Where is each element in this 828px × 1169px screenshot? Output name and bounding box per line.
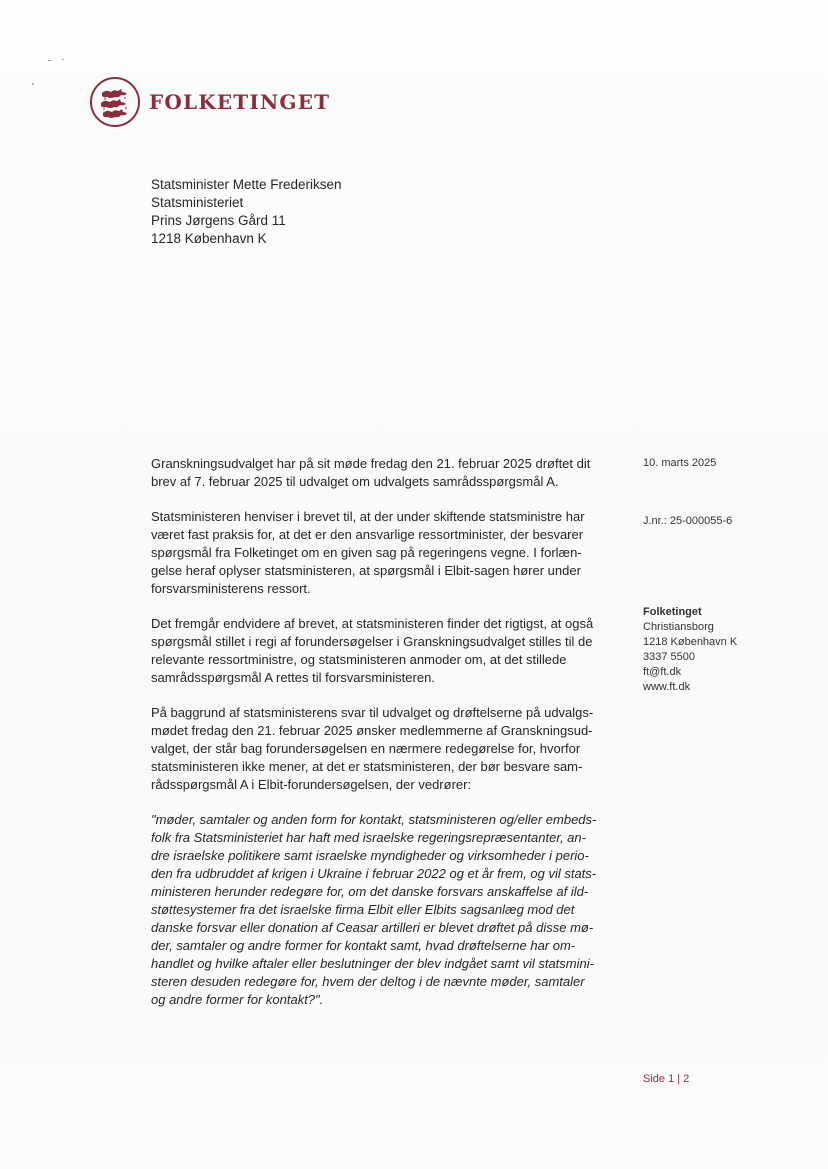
text-line: gelse heraf oplyser statsministeren, at spørgsmål i Elbit-sagen hører under xyxy=(151,563,581,578)
journal-text: J.nr.: 25-000055-6 xyxy=(643,515,733,527)
text-line: Statsministeren henviser i brevet til, at der under skiftende statsministre har xyxy=(151,509,585,524)
recipient-address xyxy=(151,176,342,248)
letter-body xyxy=(151,455,621,1026)
quote-line: ministeren herunder redegøre for, om det danske forsvars anskaffelse af ild- xyxy=(151,884,589,899)
recipient-name: Statsminister Mette Frederiksen xyxy=(151,177,342,192)
text-line: rådsspørgsmål A i Elbit-forundersøgelsen, der vedrører: xyxy=(151,777,472,792)
quote-line: og andre former for kontakt?". xyxy=(151,992,324,1007)
quote-line: handlet og hvilke aftaler eller beslutninger der blev indgået samt vil statsmini- xyxy=(151,956,594,971)
contact-email: ft@ft.dk xyxy=(643,666,682,678)
recipient-city: 1218 København K xyxy=(151,231,267,246)
text-line: relevante ressortministre, og statsministeren anmoder om, at det stillede xyxy=(151,652,567,667)
contact-name: Folketinget xyxy=(643,606,702,618)
text-line: På baggrund af statsministerens svar til udvalget og drøftelserne på udvalgs- xyxy=(151,705,594,720)
quote-line: steren desuden redegøre for, hvem der deltog i de nævnte møder, samtaler xyxy=(151,974,585,989)
text-line: samrådsspørgsmål A rettes til forsvarsministeren. xyxy=(151,670,435,685)
text-line: forsvarsministerens ressort. xyxy=(151,581,311,596)
text-line: Det fremgår endvidere af brevet, at statsministeren finder det rigtigst, at også xyxy=(151,616,594,631)
quote-line: der, samtaler og andre former for kontakt samt, hvad drøftelserne har om- xyxy=(151,938,576,953)
sender-contact xyxy=(643,605,737,695)
quote-line: støttesystemer fra det israelske firma Elbit eller Elbits sagsanlæg mod det xyxy=(151,902,575,917)
text-line: valget, der står bag forundersøgelsen en nærmere redegørelse for, hvorfor xyxy=(151,741,581,756)
quote-line: dre israelske politikere samt israelske myndigheder og virksomheder i perio- xyxy=(151,848,589,863)
text-line: Granskningsudvalget har på sit møde fredag den 21. februar 2025 drøftet dit xyxy=(151,456,591,471)
date-text: 10. marts 2025 xyxy=(643,457,717,469)
contact-phone: 3337 5500 xyxy=(643,651,695,663)
quote-line: danske forsvar eller donation af Ceasar artilleri er blevet drøftet på disse mø- xyxy=(151,920,594,935)
text-line: spørgsmål fra Folketinget om en given sag på regeringens vegne. I forlæn- xyxy=(151,545,582,560)
text-line: været fast praksis for, at det er den ansvarlige ressortminister, der besvarer xyxy=(151,527,584,542)
letterhead-org-name: FOLKETINGET xyxy=(149,90,331,114)
paragraph xyxy=(151,615,621,687)
text-line: brev af 7. februar 2025 til udvalget om udvalgets samrådsspørgsmål A. xyxy=(151,474,559,489)
page-number: Side 1 | 2 xyxy=(643,1073,690,1085)
text-line: spørgsmål stillet i regi af forundersøgelser i Granskningsudvalget stilles til de xyxy=(151,634,593,649)
paragraph xyxy=(151,455,621,491)
scan-speck xyxy=(48,60,51,61)
contact-website: www.ft.dk xyxy=(643,681,691,693)
paragraph xyxy=(151,704,621,794)
quoted-question xyxy=(151,811,621,1009)
scan-speck xyxy=(62,59,64,60)
contact-address: Christiansborg xyxy=(643,621,714,633)
text-line: mødet fredag den 21. februar 2025 ønsker medlemmerne af Granskningsud- xyxy=(151,723,593,738)
letter-date xyxy=(643,456,716,471)
quote-line: folk fra Statsministeriet har haft med israelske regeringsrepræsentanter, an- xyxy=(151,830,586,845)
paragraph xyxy=(151,508,621,598)
journal-number xyxy=(643,514,732,529)
scan-speck xyxy=(32,83,34,85)
contact-city: 1218 København K xyxy=(643,636,738,648)
recipient-street: Prins Jørgens Gård 11 xyxy=(151,213,286,228)
quote-line: den fra udbruddet af krigen i Ukraine i februar 2022 og et år frem, og vil stats- xyxy=(151,866,597,881)
recipient-ministry: Statsministeriet xyxy=(151,195,244,210)
lions-seal-icon xyxy=(90,77,140,127)
quote-line: "møder, samtaler og anden form for kontakt, statsministeren og/eller embeds- xyxy=(151,812,597,827)
text-line: statsministeren ikke mener, at det er statsministeren, der bør besvare sam- xyxy=(151,759,583,774)
letterhead-logo xyxy=(90,77,330,127)
